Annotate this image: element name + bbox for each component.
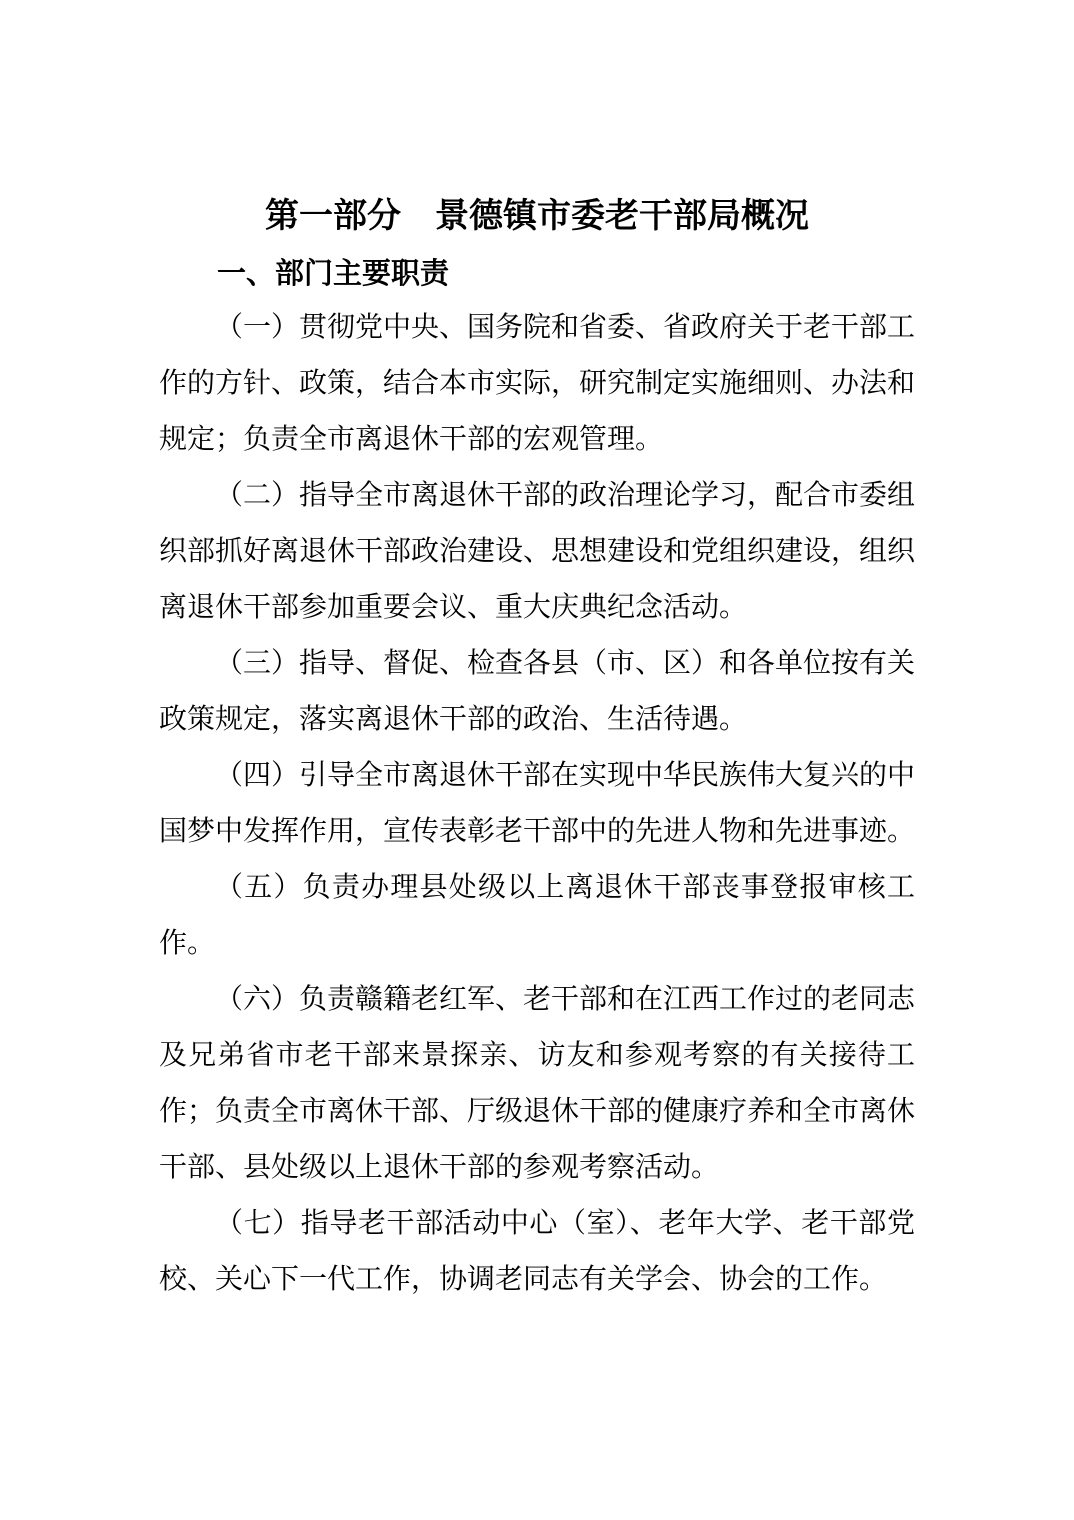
paragraph: （一）贯彻党中央、国务院和省委、省政府关于老干部工作的方针、政策，结合本市实际，研究制定实施细则、办法和规定；负责全市离退休干部的宏观管理。: [159, 312, 916, 455]
section-heading: 一、部门主要职责: [217, 258, 450, 290]
paragraph: （五）负责办理县处级以上离退休干部丧事登报审核工作。: [159, 872, 915, 959]
paragraph: （四）引导全市离退休干部在实现中华民族伟大复兴的中国梦中发挥作用，宣传表彰老干部中的先进人物和先进事迹。: [159, 760, 916, 847]
document-body: [159, 300, 915, 1308]
paragraph: （七）指导老干部活动中心（室）、老年大学、老干部党校、关心下一代工作，协调老同志有关学会、协会的工作。: [159, 1208, 915, 1295]
document-title: 第一部分 景德镇市委老干部局概况: [265, 197, 809, 235]
paragraph: （二）指导全市离退休干部的政治理论学习，配合市委组织部抓好离退休干部政治建设、思想建设和党组织建设，组织离退休干部参加重要会议、重大庆典纪念活动。: [159, 480, 916, 623]
paragraph: （三）指导、督促、检查各县（市、区）和各单位按有关政策规定，落实离退休干部的政治、生活待遇。: [159, 648, 916, 735]
paragraph: （六）负责赣籍老红军、老干部和在江西工作过的老同志及兄弟省市老干部来景探亲、访友和参观考察的有关接待工作；负责全市离休干部、厅级退休干部的健康疗养和全市离休干部、县处级以上退休干部的参观考察活动。: [159, 984, 916, 1183]
